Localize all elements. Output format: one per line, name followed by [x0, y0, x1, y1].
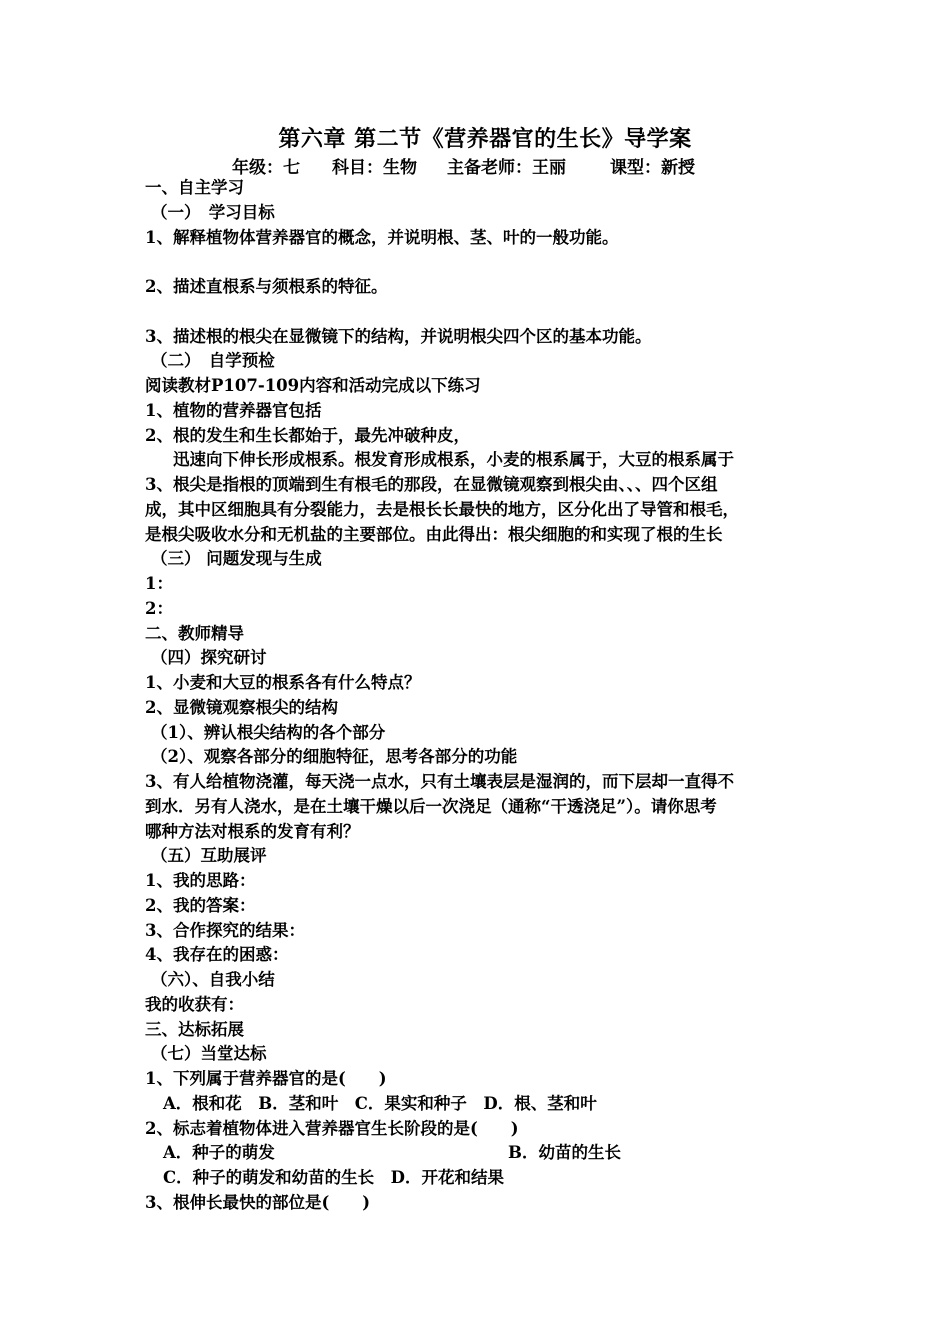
section-heading: 一、自主学习	[145, 178, 244, 197]
review-item: 2、我的答案：	[145, 895, 256, 915]
exercise-line: 是根尖吸收水分和无机盐的主要部位。由此得出：根尖细胞的和实现了根的生长	[145, 524, 723, 544]
quiz-question: 2、标志着植物体进入营养器官生长阶段的是( )	[145, 1118, 519, 1138]
quiz-options-row	[145, 1141, 811, 1166]
question-line: 1：	[145, 574, 173, 593]
section-heading: 二、教师精导	[145, 623, 244, 643]
quiz-option-b: B．幼苗的生长	[508, 1143, 621, 1163]
inquiry-item: 哪种方法对根系的发育有利？	[145, 821, 360, 841]
inquiry-item: （1）、辨认根尖结构的各个部分	[151, 722, 386, 742]
review-item: 1、我的思路：	[145, 871, 256, 890]
exercise-line: 成，其中区细胞具有分裂能力，去是根长长最快的地方，区分化出了导管和根毛，	[145, 499, 739, 519]
lesson-type-label: 课型：新授	[610, 158, 695, 178]
quiz-question: 3、根伸长最快的部位是( )	[145, 1192, 371, 1212]
part-heading: （三） 问题发现与生成	[151, 549, 322, 569]
document-body	[145, 176, 811, 1216]
question-line: 2：	[145, 598, 173, 618]
reading-instruction: 阅读教材P107-109内容和活动完成以下练习	[145, 376, 481, 395]
document-title: 第六章 第二节《营养器官的生长》导学案	[278, 126, 692, 152]
quiz-option-a: A．种子的萌发	[163, 1143, 275, 1163]
quiz-question: 1、下列属于营养器官的是( )	[145, 1069, 387, 1088]
goal-item: 2、描述直根系与须根系的特征。	[145, 277, 388, 296]
part-heading: （五）互助展评	[151, 846, 267, 866]
inquiry-item: 3、有人给植物浇灌，每天浇一点水，只有土壤表层是湿润的，而下层却一直得不	[145, 772, 734, 791]
summary-line: 我的收获有：	[145, 994, 244, 1014]
quiz-options: A．根和花 B．茎和叶 C．果实和种子 D．根、茎和叶	[163, 1093, 597, 1113]
quiz-options: C．种子的萌发和幼苗的生长 D．开花和结果	[163, 1168, 504, 1187]
document-meta	[232, 153, 695, 178]
review-item: 3、合作探究的结果：	[145, 920, 305, 940]
exercise-line: 3、根尖是指根的顶端到生有根毛的那段，在显微镜观察到根尖由、、、四个区组	[145, 475, 718, 494]
inquiry-item: 2、显微镜观察根尖的结构	[145, 697, 338, 717]
part-heading: （二） 自学预检	[151, 351, 275, 371]
review-item: 4、我存在的困惑：	[145, 945, 289, 965]
teacher-label: 主备老师：王丽	[447, 158, 566, 178]
inquiry-item: （2）、观察各部分的细胞特征，思考各部分的功能	[151, 747, 518, 767]
part-heading: （四）探究研讨	[151, 648, 267, 668]
goal-item: 3、描述根的根尖在显微镜下的结构，并说明根尖四个区的基本功能。	[145, 326, 652, 346]
exercise-line: 迅速向下伸长形成根系。根发育形成根系，小麦的根系属于，大豆的根系属于	[173, 450, 734, 470]
part-heading: （一） 学习目标	[151, 202, 275, 222]
grade-label: 年级：七	[232, 158, 300, 178]
exercise-line: 2、根的发生和生长都始于，最先冲破种皮，	[145, 425, 470, 445]
inquiry-item: 到水．另有人浇水，是在土壤干燥以后一次浇足（通称“干透浇足”）。请你思考	[145, 796, 717, 816]
goal-item: 1、解释植物体营养器官的概念，并说明根、茎、叶的一般功能。	[145, 227, 619, 247]
exercise-line: 1、植物的营养器官包括	[145, 400, 322, 420]
subject-label: 科目：生物	[332, 158, 417, 178]
section-heading: 三、达标拓展	[145, 1019, 244, 1039]
part-heading: （六）、自我小结	[151, 970, 275, 989]
part-heading: （七）当堂达标	[151, 1044, 267, 1064]
inquiry-item: 1、小麦和大豆的根系各有什么特点？	[145, 673, 421, 692]
